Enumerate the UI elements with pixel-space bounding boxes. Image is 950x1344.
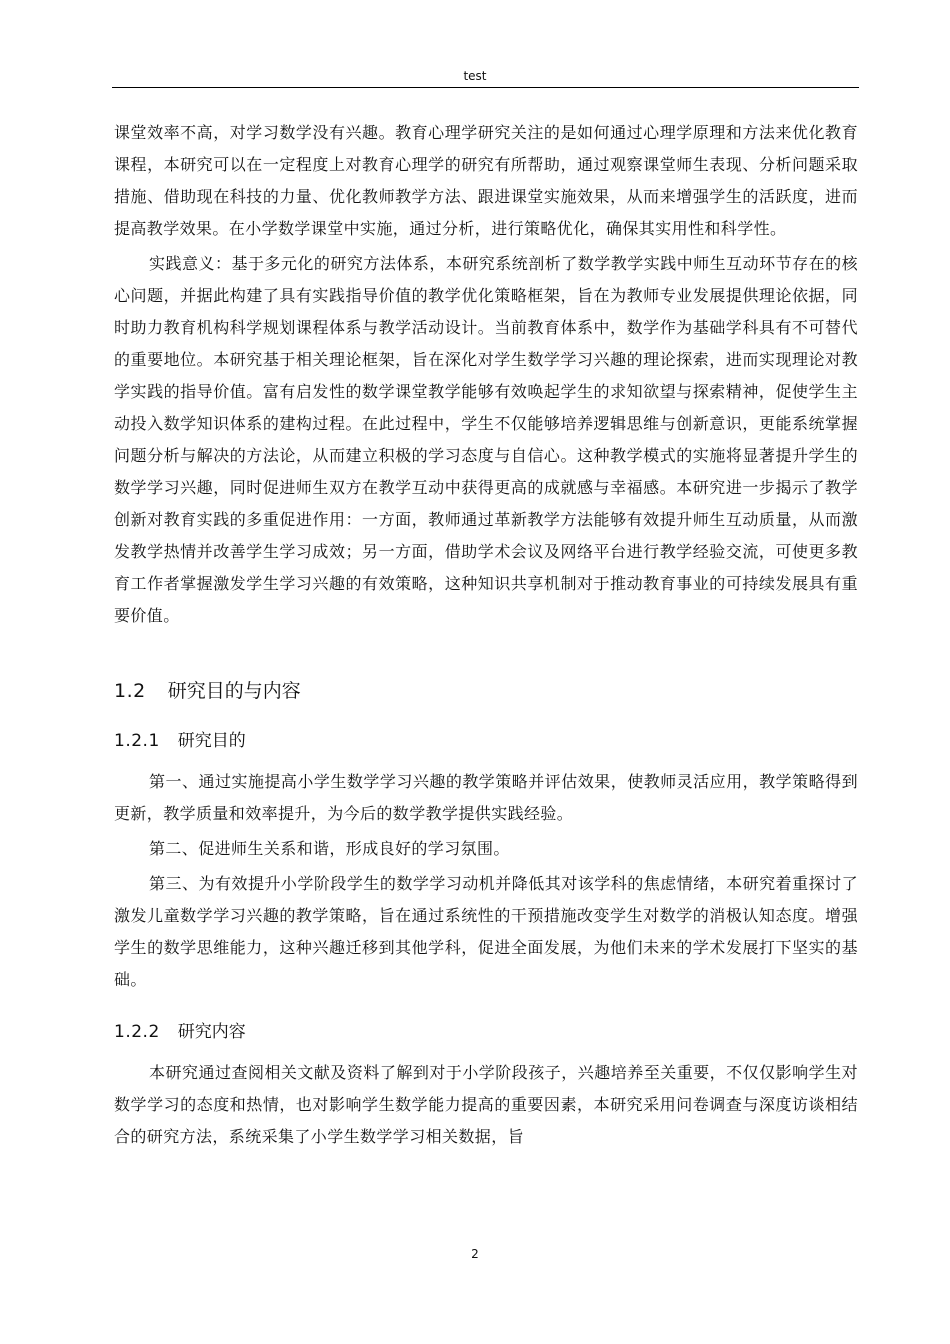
section-title: 研究目的与内容 <box>167 680 301 702</box>
document-body <box>114 117 858 1156</box>
section-title: 研究目的 <box>177 731 246 751</box>
body-paragraph: 课堂效率不高，对学习数学没有兴趣。教育心理学研究关注的是如何通过心理学原理和方法来优化教育课程，本研究可以在一定程度上对教育心理学的研究有所帮助，通过观察课堂师生表现、分析问题采取措施、借助现在科技的力量、优化教师教学方法、跟进课堂实施效果，从而来增强学生的活跃度，进而提高教学效果。在小学数学课堂中实施，通过分析，进行策略优化，确保其实用性和科学性。 <box>114 123 858 238</box>
section-number: 1.2.1 <box>114 731 160 751</box>
page-number: 2 <box>471 1247 479 1261</box>
header-text: test <box>463 69 487 83</box>
section-number: 1.2 <box>114 680 146 702</box>
purpose-paragraph-1: 第一、通过实施提高小学生数学学习兴趣的教学策略并评估效果，使教师灵活应用，教学策略得到更新，教学质量和效率提升，为今后的数学教学提供实践经验。 <box>114 772 858 823</box>
spacer <box>114 999 858 1007</box>
purpose-paragraph-3: 第三、为有效提升小学阶段学生的数学学习动机并降低其对该学科的焦虑情绪，本研究着重探讨了激发儿童数学学习兴趣的教学策略，旨在通过系统性的干预措施改变学生对数学的消极认知态度。增强学生的数学思维能力，这种兴趣迁移到其他学科，促进全面发展，为他们未来的学术发展打下坚实的基础。 <box>114 874 858 989</box>
section-heading-1-2-1 <box>114 716 858 766</box>
purpose-paragraph-2: 第二、促进师生关系和谐，形成良好的学习氛围。 <box>149 839 510 858</box>
section-number: 1.2.2 <box>114 1022 160 1042</box>
section-heading-1-2 <box>114 666 858 716</box>
content-paragraph-1: 本研究通过查阅相关文献及资料了解到对于小学阶段孩子，兴趣培养至关重要，不仅仅影响学生对数学学习的态度和热情，也对影响学生数学能力提高的重要因素，本研究采用问卷调查与深度访谈相结合的研究方法，系统采集了小学生数学学习相关数据，旨 <box>114 1063 858 1146</box>
practical-significance-paragraph: 实践意义：基于多元化的研究方法体系，本研究系统剖析了数学教学实践中师生互动环节存在的核心问题，并据此构建了具有实践指导价值的教学优化策略框架，旨在为教师专业发展提供理论依据，同时助力教育机构科学规划课程体系与教学活动设计。当前教育体系中，数学作为基础学科具有不可替代的重要地位。本研究基于相关理论框架，旨在深化对学生数学学习兴趣的理论探索，进而实现理论对教学实践的指导价值。富有启发性的数学课堂教学能够有效唤起学生的求知欲望与探索精神，促使学生主动投入数学知识体系的建构过程。在此过程中，学生不仅能够培养逻辑思维与创新意识，更能系统掌握问题分析与解决的方法论，从而建立积极的学习态度与自信心。这种教学模式的实施将显著提升学生的数学学习兴趣，同时促进师生双方在教学互动中获得更高的成就感与幸福感。本研究进一步揭示了教学创新对教育实践的多重促进作用：一方面，教师通过革新教学方法能够有效提升师生互动质量，从而激发教学热情并改善学生学习成效；另一方面，借助学术会议及网络平台进行教学经验交流，可使更多教育工作者掌握激发学生学习兴趣的有效策略，这种知识共享机制对于推动教育事业的可持续发展具有重要价值。 <box>114 254 858 625</box>
section-heading-1-2-2 <box>114 1007 858 1057</box>
section-title: 研究内容 <box>177 1022 246 1042</box>
header-rule <box>112 87 859 88</box>
